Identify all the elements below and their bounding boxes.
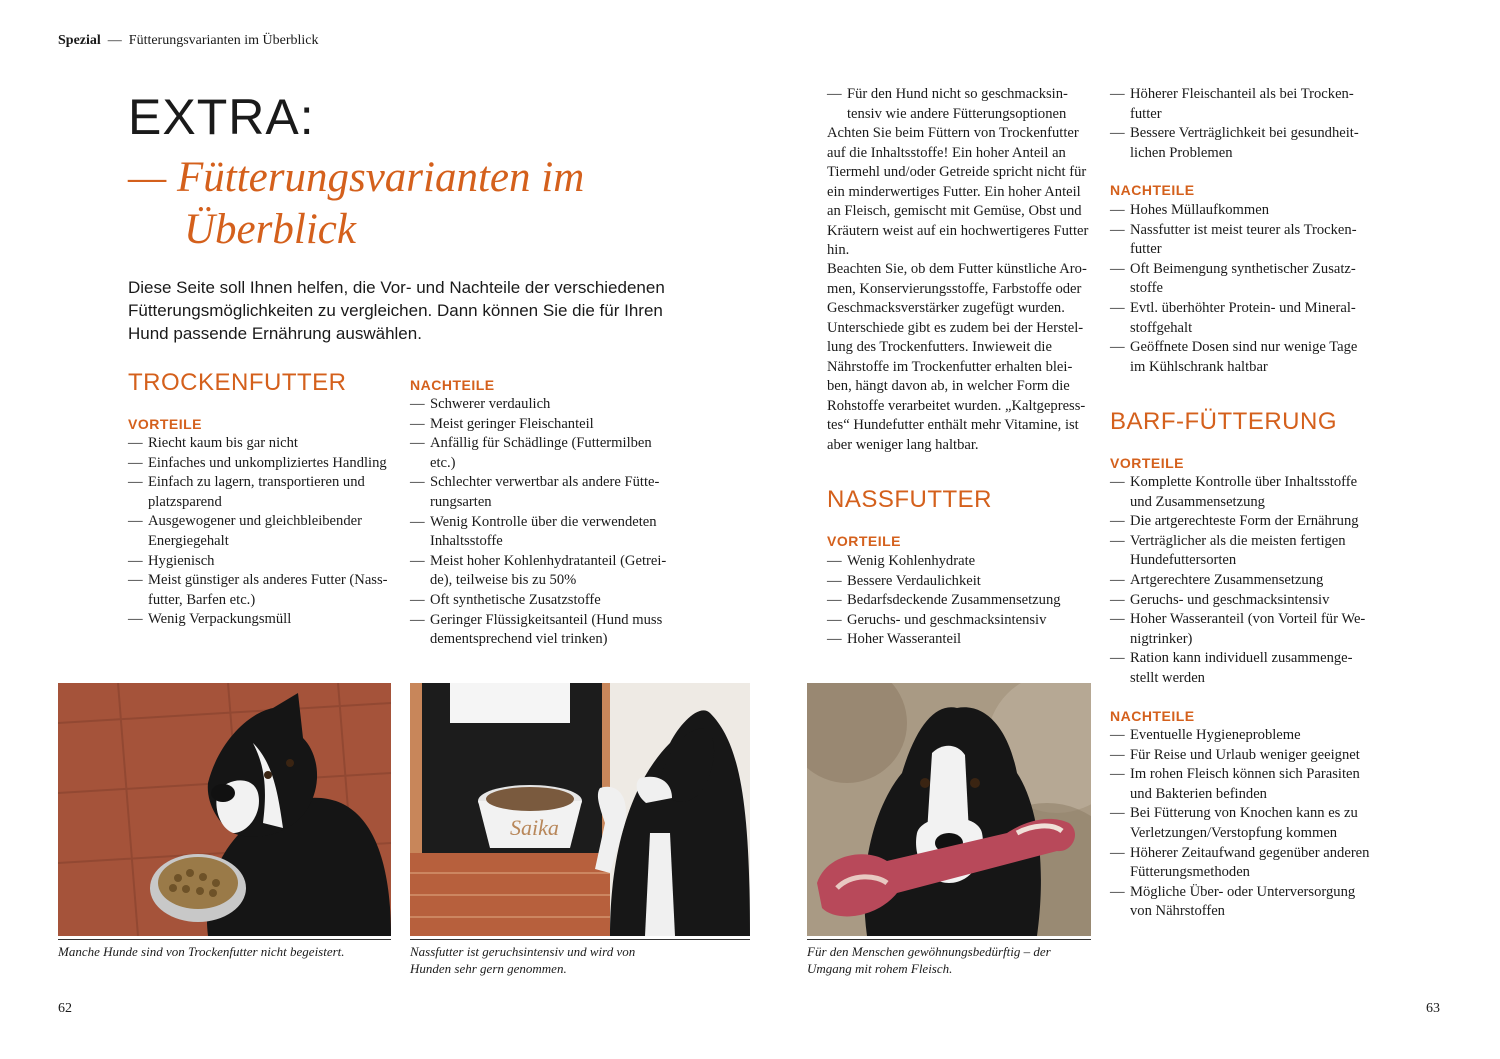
trockenfutter-vorteile-list [128, 434, 390, 630]
list-item: — Mögliche Über- oder Unterversorgung von Nährstoffen [1110, 883, 1372, 922]
list-item: — Oft synthetische Zusatzstoffe [410, 591, 672, 611]
list-item: — Die artgerechteste Form der Ernährung [1110, 512, 1372, 532]
barf-vorteile-list [1110, 473, 1372, 689]
caption-rule-2 [410, 939, 750, 940]
page-title: EXTRA: [128, 89, 315, 145]
running-head-section: Spezial [58, 33, 101, 48]
running-head-separator: — [107, 33, 122, 48]
list-item: — Verträglicher als die meisten fertigen Hundefuttersorten [1110, 532, 1372, 571]
list-item: — Artgerechtere Zusammensetzung [1110, 571, 1372, 591]
nassfutter-heading: NASSFUTTER [827, 486, 993, 513]
photo-dog-raw-meat [807, 683, 1091, 936]
nassfutter-vorteile-label: VORTEILE [827, 533, 902, 549]
running-head [58, 33, 319, 49]
photo-dog-dry-food [58, 683, 391, 936]
list-item: — Oft Beimengung synthetischer Zusatzstoffe [1110, 260, 1372, 299]
nassfutter-nachteile-list [1110, 201, 1372, 377]
page-number-left: 62 [58, 1001, 72, 1016]
page-subtitle [128, 152, 584, 256]
page-number-right: 63 [1426, 1001, 1440, 1016]
caption-photo-3: Für den Menschen gewöhnungsbedürftig – der Umgang mit rohem Fleisch. [807, 944, 1051, 976]
list-item: — Hoher Wasseranteil (von Vorteil für Wenigtrinker) [1110, 610, 1372, 649]
list-item: — Schlechter verwertbar als andere Fütterungsarten [410, 473, 672, 512]
nassfutter-vorteile-cont [1110, 85, 1372, 163]
subtitle-line1: — Fütterungsvarianten im [128, 154, 585, 201]
list-item: — Geruchs- und geschmacksintensiv [827, 611, 1089, 631]
caption-rule-1 [58, 939, 391, 940]
barf-nachteile-label: NACHTEILE [1110, 708, 1195, 724]
list-item: — Meist günstiger als anderes Futter (Nassfutter, Barfen etc.) [128, 571, 390, 610]
list-item: — Hygienisch [128, 552, 390, 572]
trockenfutter-nachteile-list [410, 395, 672, 650]
trockenfutter-nachteile-label: NACHTEILE [410, 377, 495, 393]
subtitle-line2: Überblick [184, 206, 356, 253]
list-item: — Einfaches und unkompliziertes Handling [128, 454, 390, 474]
barf-heading: BARF-FÜTTERUNG [1110, 408, 1337, 435]
list-item: — Wenig Kontrolle über die verwendeten Inhaltsstoffe [410, 513, 672, 552]
trockenfutter-paragraph-2: Beachten Sie, ob dem Futter künstliche Aromen, Konservierungsstoffe, Farbstoffe oder Geschmacksverstärker zugefügt wurden. Unterschiede gibt es zudem bei der Herstellung des Trockenfutters. Inwieweit die Nährstoffe im Trockenfutter erhalten bleiben, hängt davon ab, in welcher Form die Rohstoffe verarbeitet wurden. „Kaltgepresstes“ Hundefutter enthält mehr Vitamine, ist aber weniger lang haltbar. [827, 261, 1087, 453]
list-item: — Meist geringer Fleischanteil [410, 415, 672, 435]
list-item: — Geöffnete Dosen sind nur wenige Tage im Kühlschrank haltbar [1110, 338, 1372, 377]
list-item: — Für Reise und Urlaub weniger geeignet [1110, 746, 1372, 766]
intro-text: Diese Seite soll Ihnen helfen, die Vor- und Nachteile der verschiedenen Fütterungsmöglichkeiten zu vergleichen. Dann können Sie die für Ihren Hund passende Ernährung auswählen. [128, 278, 665, 343]
list-item: — Evtl. überhöhter Protein- und Mineralstoffgehalt [1110, 299, 1372, 338]
list-item: — Im rohen Fleisch können sich Parasiten und Bakterien befinden [1110, 765, 1372, 804]
list-item: — Ration kann individuell zusammengestellt werden [1110, 649, 1372, 688]
list-item: — Höherer Zeitaufwand gegenüber anderen Fütterungsmethoden [1110, 844, 1372, 883]
list-item: — Bessere Verträglichkeit bei gesundheitlichen Problemen [1110, 124, 1372, 163]
list-item: — Meist hoher Kohlenhydratanteil (Getreide), teilweise bis zu 50% [410, 552, 672, 591]
bowl-label: Saika [510, 815, 559, 840]
list-item: — Einfach zu lagern, transportieren und platzsparend [128, 473, 390, 512]
list-item: — Hoher Wasseranteil [827, 630, 1089, 650]
list-item: — Riecht kaum bis gar nicht [128, 434, 390, 454]
list-item: — Anfällig für Schädlinge (Futtermilben etc.) [410, 434, 672, 473]
caption-photo-2: Nassfutter ist geruchsintensiv und wird von Hunden sehr gern genommen. [410, 944, 636, 976]
trockenfutter-nachteile-cont [827, 85, 1089, 124]
nassfutter-vorteile-list [827, 552, 1089, 650]
trockenfutter-heading: TROCKENFUTTER [128, 369, 347, 396]
list-item: — Hohes Müllaufkommen [1110, 201, 1372, 221]
caption-photo-1: Manche Hunde sind von Trockenfutter nicht begeistert. [58, 944, 345, 959]
list-item: — Eventuelle Hygieneprobleme [1110, 726, 1372, 746]
list-item: — Für den Hund nicht so geschmacksintensiv wie andere Fütterungsoptionen [827, 85, 1089, 124]
list-item: — Komplette Kontrolle über Inhaltsstoffe und Zusammensetzung [1110, 473, 1372, 512]
caption-rule-3 [807, 939, 1091, 940]
list-item: — Geruchs- und geschmacksintensiv [1110, 591, 1372, 611]
list-item: — Bedarfsdeckende Zusammensetzung [827, 591, 1089, 611]
trockenfutter-paragraph: Achten Sie beim Füttern von Trockenfutter auf die Inhaltsstoffe! Ein hoher Anteil an Tiermehl und/oder Getreide spricht nicht für ein minderwertiges Futter. Ein hoher Anteil an Fleisch, gemischt mit Gemüse, Obst und Kräutern weist auf ein hochwertigeres Futter hin. [827, 125, 1089, 258]
barf-vorteile-label: VORTEILE [1110, 455, 1185, 471]
photo-dog-wet-food [410, 683, 750, 936]
nassfutter-nachteile-label: NACHTEILE [1110, 182, 1195, 198]
list-item: — Wenig Kohlenhydrate [827, 552, 1089, 572]
barf-nachteile-list [1110, 726, 1372, 922]
list-item: — Bei Fütterung von Knochen kann es zu Verletzungen/Verstopfung kommen [1110, 804, 1372, 843]
list-item: — Schwerer verdaulich [410, 395, 672, 415]
list-item: — Geringer Flüssigkeitsanteil (Hund muss dementsprechend viel trinken) [410, 611, 672, 650]
list-item: — Nassfutter ist meist teurer als Trockenfutter [1110, 221, 1372, 260]
trockenfutter-vorteile-label: VORTEILE [128, 416, 203, 432]
list-item: — Höherer Fleischanteil als bei Trockenfutter [1110, 85, 1372, 124]
running-head-topic: Fütterungsvarianten im Überblick [128, 33, 319, 48]
list-item: — Ausgewogener und gleichbleibender Energiegehalt [128, 512, 390, 551]
list-item: — Wenig Verpackungsmüll [128, 610, 390, 630]
list-item: — Bessere Verdaulichkeit [827, 572, 1089, 592]
